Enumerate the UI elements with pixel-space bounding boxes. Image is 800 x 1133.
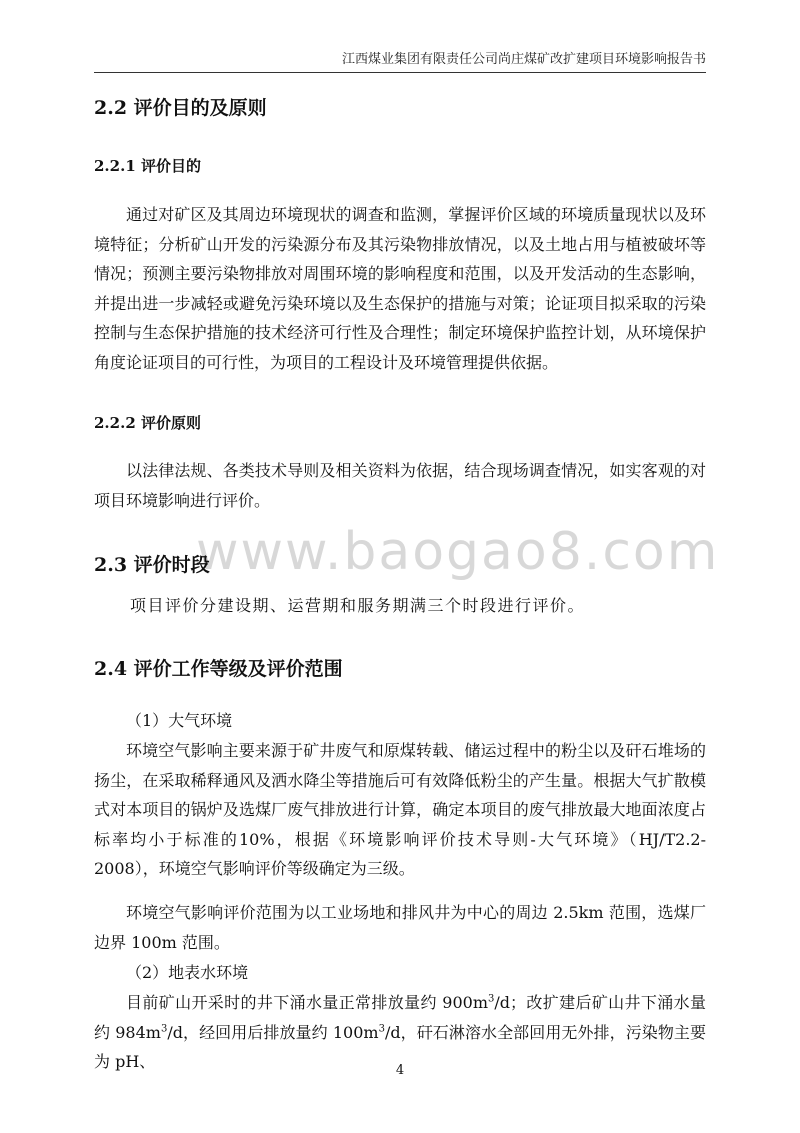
section-2-2-1-title: 2.2.1 评价目的 — [94, 157, 201, 175]
watermark: www.baogao8.com — [196, 522, 720, 582]
cubic-superscript: 3 — [378, 1023, 385, 1035]
header-rule — [94, 72, 706, 73]
surface-water-text-4: /d，矸石淋溶水全部回用无外排，污染物主要为 pH、 — [94, 1022, 706, 1071]
section-2-2-2-title: 2.2.2 评价原则 — [94, 414, 201, 432]
header-title: 江西煤业集团有限责任公司尚庄煤矿改扩建项目环境影响报告书 — [341, 52, 706, 67]
air-environment-label: （1）大气环境 — [126, 711, 233, 730]
air-environment-paragraph-1: 环境空气影响主要来源于矿井废气和原煤转载、储运过程中的粉尘以及矸石堆场的扬尘，在采取稀释通风及洒水降尘等措施后可有效降低粉尘的产生量。根据大气扩散模式对本项目的锅炉及选煤厂废气排放进行计算，确定本项目的废气排放最大地面浓度占标率均小于标准的10%，根据《环境影响评价技术导则-大气环境》（HJ/T2.2-2008），环境空气影响评价等级确定为三级。 — [94, 741, 706, 878]
section-2-2-1-text: 通过对矿区及其周边环境现状的调查和监测，掌握评价区域的环境质量现状以及环境特征；分析矿山开发的污染源分布及其污染物排放情况，以及土地占用与植被破坏等情况；预测主要污染物排放对周围环境的影响程度和范围，以及开发活动的生态影响，并提出进一步减轻或避免污染环境以及生态保护的措施与对策；论证项目拟采取的污染控制与生态保护措施的技术经济可行性及合理性；制定环境保护监控计划，从环境保护角度论证项目的可行性，为项目的工程设计及环境管理提供依据。 — [94, 205, 706, 372]
surface-water-label: （2）地表水环境 — [126, 963, 249, 982]
section-2-3-title: 2.3 评价时段 — [94, 554, 210, 576]
section-2-3-text: 项目评价分建设期、运营期和服务期满三个时段进行评价。 — [130, 596, 586, 615]
section-2-2-title: 2.2 评价目的及原则 — [94, 97, 267, 119]
section-2-4-title: 2.4 评价工作等级及评价范围 — [94, 658, 343, 680]
air-environment-paragraph-2: 环境空气影响评价范围为以工业场地和排风井为中心的周边 2.5km 范围，选煤厂边界 100m 范围。 — [94, 903, 706, 952]
cubic-superscript: 3 — [488, 993, 495, 1005]
surface-water-text-2: /d；改扩建后矿山井下涌水量约 984m — [94, 993, 706, 1042]
cubic-superscript: 3 — [160, 1023, 168, 1035]
surface-water-text-1: 目前矿山开采时的井下涌水量正常排放量约 900m — [126, 993, 489, 1012]
surface-water-text-3: /d，经回用后排放量约 100m — [167, 1022, 379, 1042]
page-number: 4 — [395, 1063, 405, 1078]
section-2-2-2-text: 以法律法规、各类技术导则及相关资料为依据，结合现场调查情况，如实客观的对项目环境影响进行评价。 — [94, 461, 706, 510]
